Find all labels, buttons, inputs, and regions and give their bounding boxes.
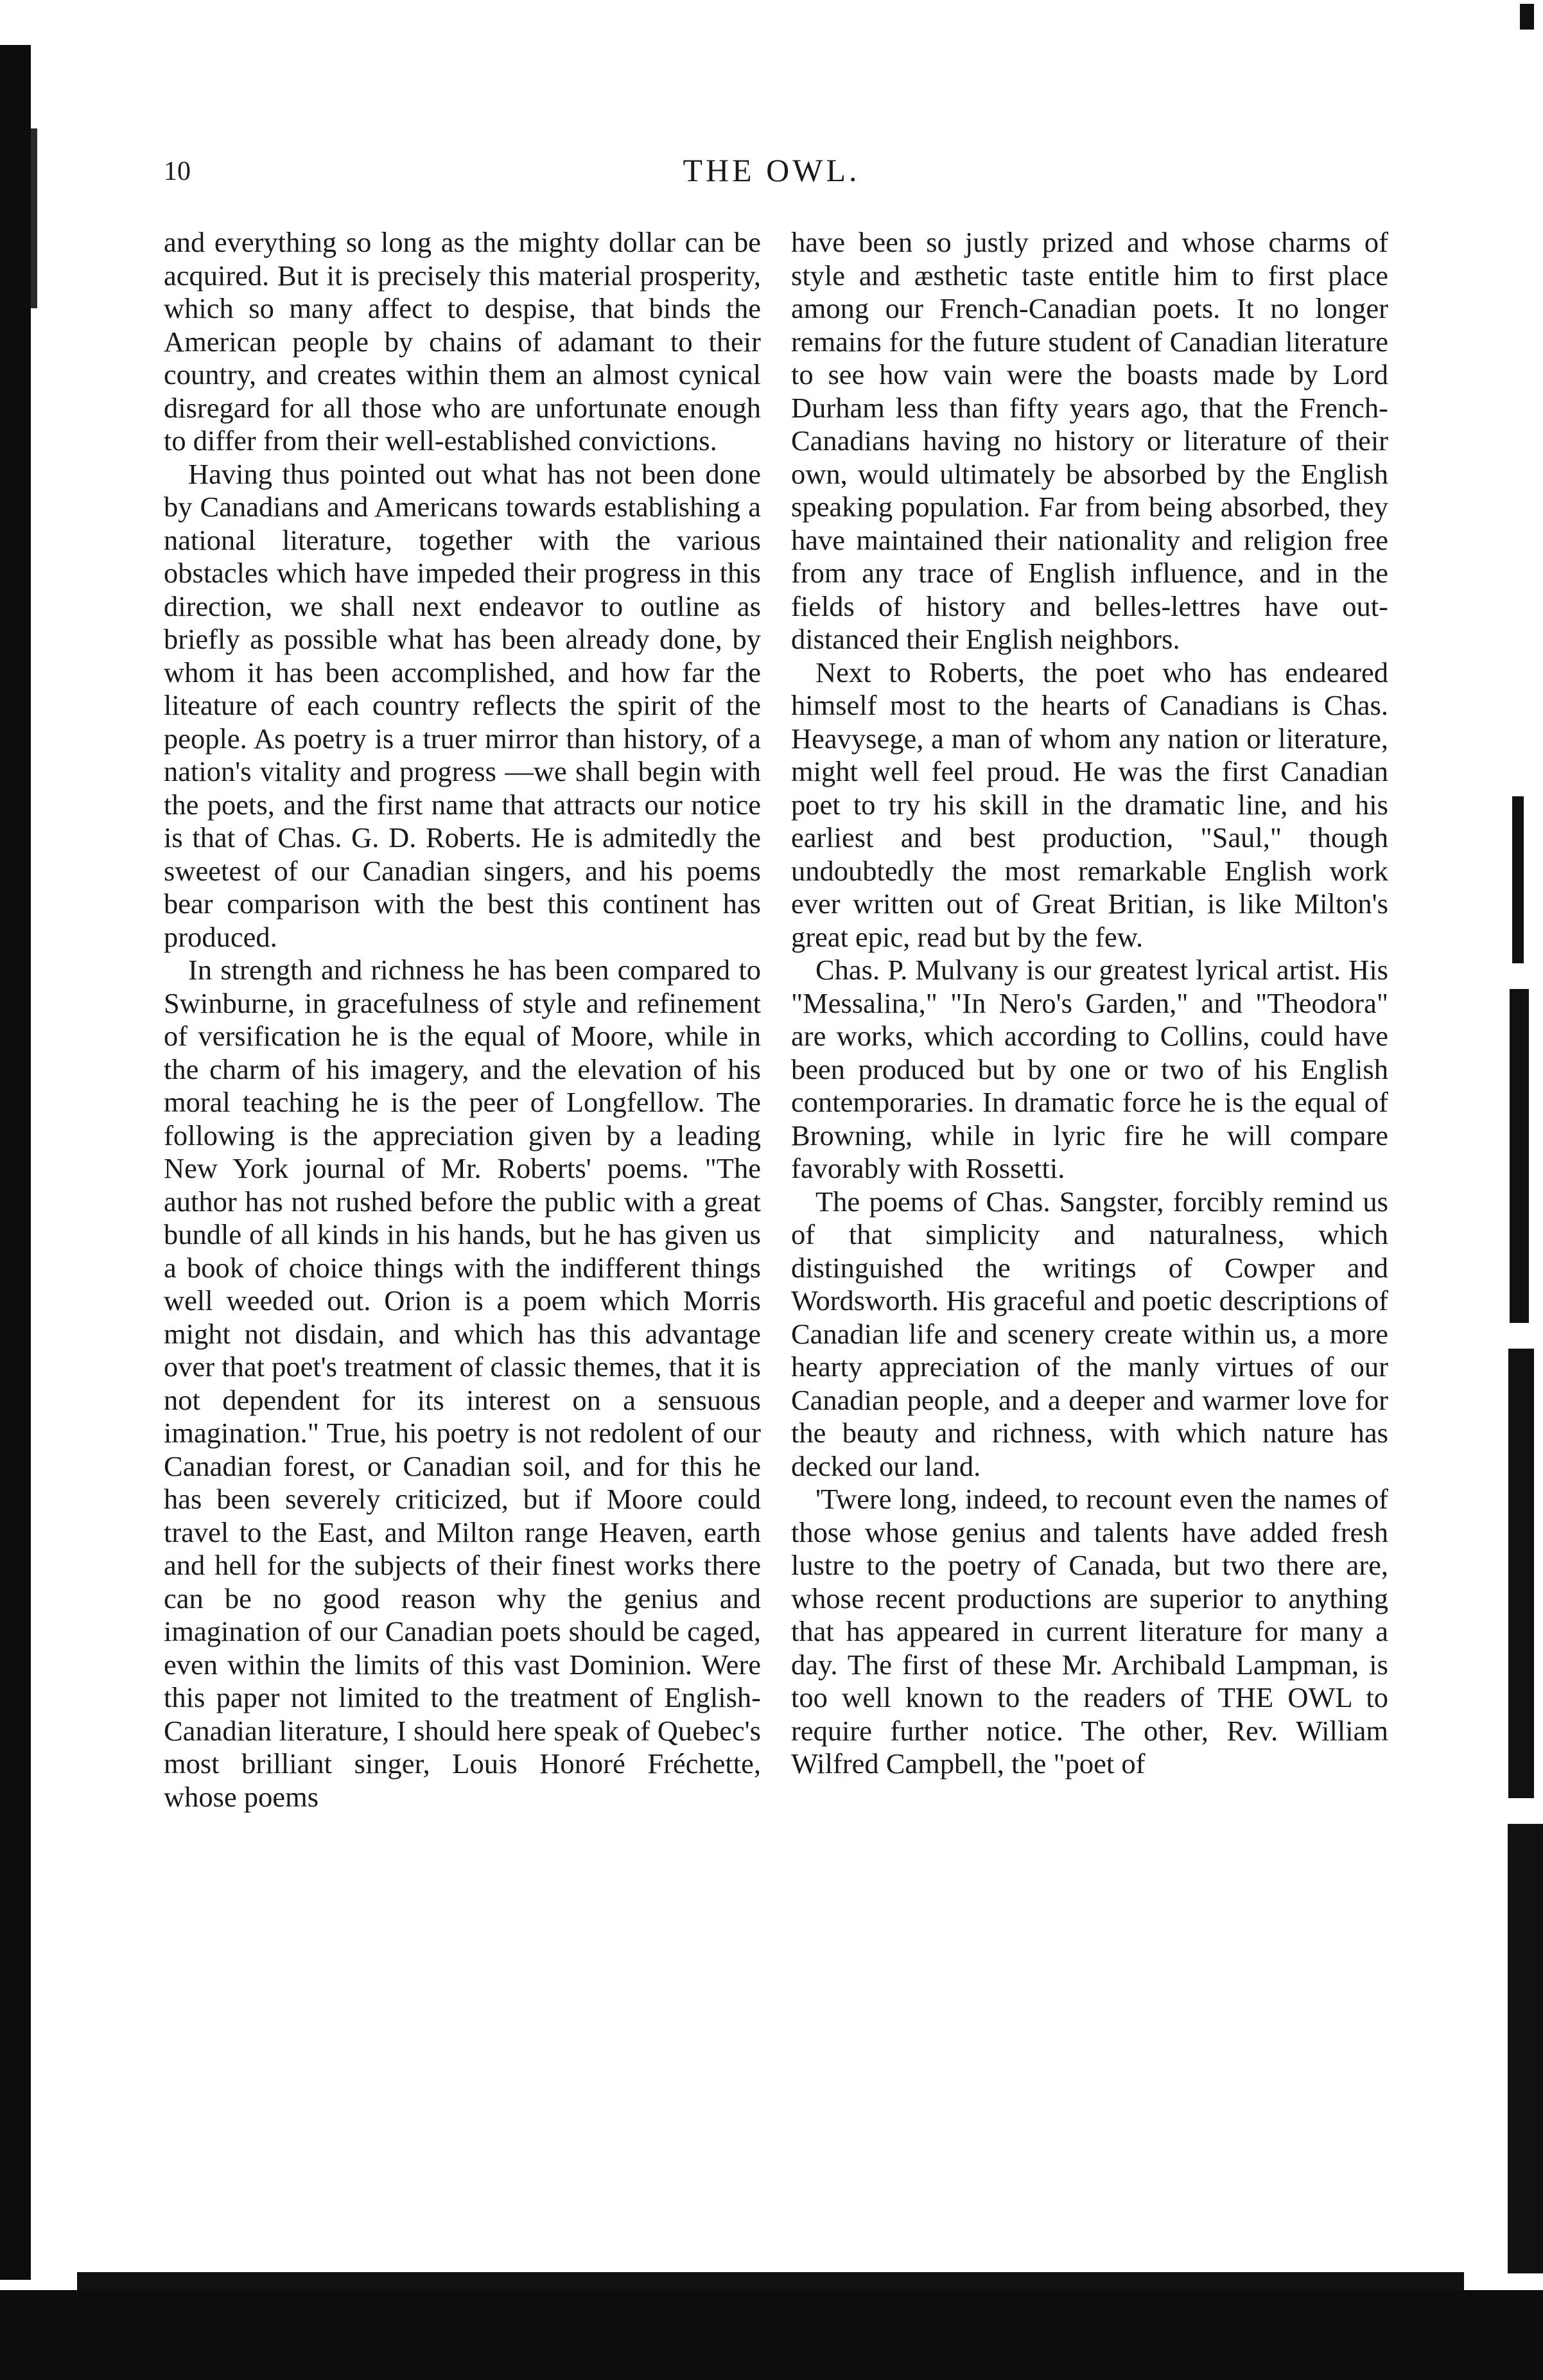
paragraph: In strength and richness he has been compared to Swinburne, in gracefulness of style and refinement of versification he is the equal of Moore, while in the charm of his imagery, and the elevation of his moral teaching he is the peer of Longfellow. The following is the appreciation given by a leading New York journal of Mr. Roberts' poems. "The author has not rushed before the public with a great bundle of all kinds in his hands, but he has given us a book of choice things with the indifferent things well weeded out. Orion is a poem which Morris might not disdain, and which has this advantage over that poet's treatment of classic themes, that it is not dependent for its interest on a sensuous imagination." True, his poetry is not redolent of our Canadian forest, or Canadian soil, and for this he has been severely criticized, but if Moore could travel to the East, and Milton range Heaven, earth and hell for the subjects of their finest works there can be no good reason why the genius and imagination of our Canadian poets should be caged, even within the limits of this vast Dominion. Were this paper not limited to the treatment of English-Canadian literature, I should here speak of Quebec's most brilliant singer, Louis Honoré Fréchette, whose poems (164, 954, 761, 1813)
paragraph: and everything so long as the mighty dollar can be acquired. But it is precisely this material prosperity, which so many affect to despise, that binds the American people by chains of adamant to their country, and creates within them an almost cynical disregard for all those who are unfortunate enough to differ from their well-established convictions. (164, 226, 761, 457)
paragraph: Having thus pointed out what has not been done by Canadians and Americans towards establishing a national literature, together with the various obstacles which have impeded their progress in this direction, we shall next endeavor to outline as briefly as possible what has been already done, by whom it has been accomplished, and how far the liteature of each country reflects the spirit of the people. As poetry is a truer mirror than history, of a nation's vitality and progress —we shall begin with the poets, and the first name that attracts our notice is that of Chas. G. D. Roberts. He is admitedly the sweetest of our Canadian singers, and his poems bear comparison with the best this continent has produced. (164, 457, 761, 953)
running-title: THE OWL. (683, 152, 860, 188)
scan-bottom-shadow-lip (77, 2272, 1464, 2290)
left-column (164, 226, 761, 1814)
paragraph: 'Twere long, indeed, to recount even the names of those whose genius and talents have added fresh lustre to the poetry of Canada, but two there are, whose recent productions are superior to anything that has appeared in current literature for many a day. The first of these Mr. Archibald Lampman, is too well known to the readers of THE OWL to require further notice. The other, Rev. William Wilfred Campbell, the "poet of (791, 1483, 1388, 1780)
scan-right-edge-bleed (1482, 796, 1543, 2273)
paragraph: Next to Roberts, the poet who has endeared himself most to the hearts of Canadians is Chas. Heavysege, a man of whom any nation or literature, might well feel proud. He was the first Canadian poet to try his skill in the dramatic line, and his earliest and best production, "Saul," though undoubtedly the most remarkable English work ever written out of Great Britian, is like Milton's great epic, read but by the few. (791, 656, 1388, 953)
scan-bottom-shadow (0, 2290, 1543, 2380)
right-column (791, 226, 1388, 1781)
scan-corner-mark (1520, 4, 1534, 30)
paragraph: The poems of Chas. Sangster, forcibly remind us of that simplicity and naturalness, which distinguished the writings of Cowper and Wordsworth. His graceful and poetic descriptions of Canadian life and scenery create within us, a more hearty appreciation of the manly virtues of our Canadian people, and a deeper and warmer love for the beauty and richness, with which nature has decked our land. (791, 1185, 1388, 1482)
paragraph: have been so justly prized and whose charms of style and æsthetic taste entitle him to first place among our French-Canadian poets. It no longer remains for the future student of Canadian literature to see how vain were the boasts made by Lord Durham less than fifty years ago, that the French-Canadians having no history or literature of their own, would ultimately be absorbed by the English speaking population. Far from being absorbed, they have maintained their nationality and religion free from any trace of English influence, and in the fields of history and belles-lettres have out-distanced their English neighbors. (791, 226, 1388, 655)
paragraph: Chas. P. Mulvany is our greatest lyrical artist. His "Messalina," "In Nero's Garden," and "Theodora" are works, which according to Collins, could have been produced but by one or two of his English contemporaries. In dramatic force he is the equal of Browning, while in lyric fire he will compare favorably with Rossetti. (791, 954, 1388, 1184)
scan-left-margin-shadow (0, 45, 31, 2280)
page-number: 10 (164, 157, 191, 186)
